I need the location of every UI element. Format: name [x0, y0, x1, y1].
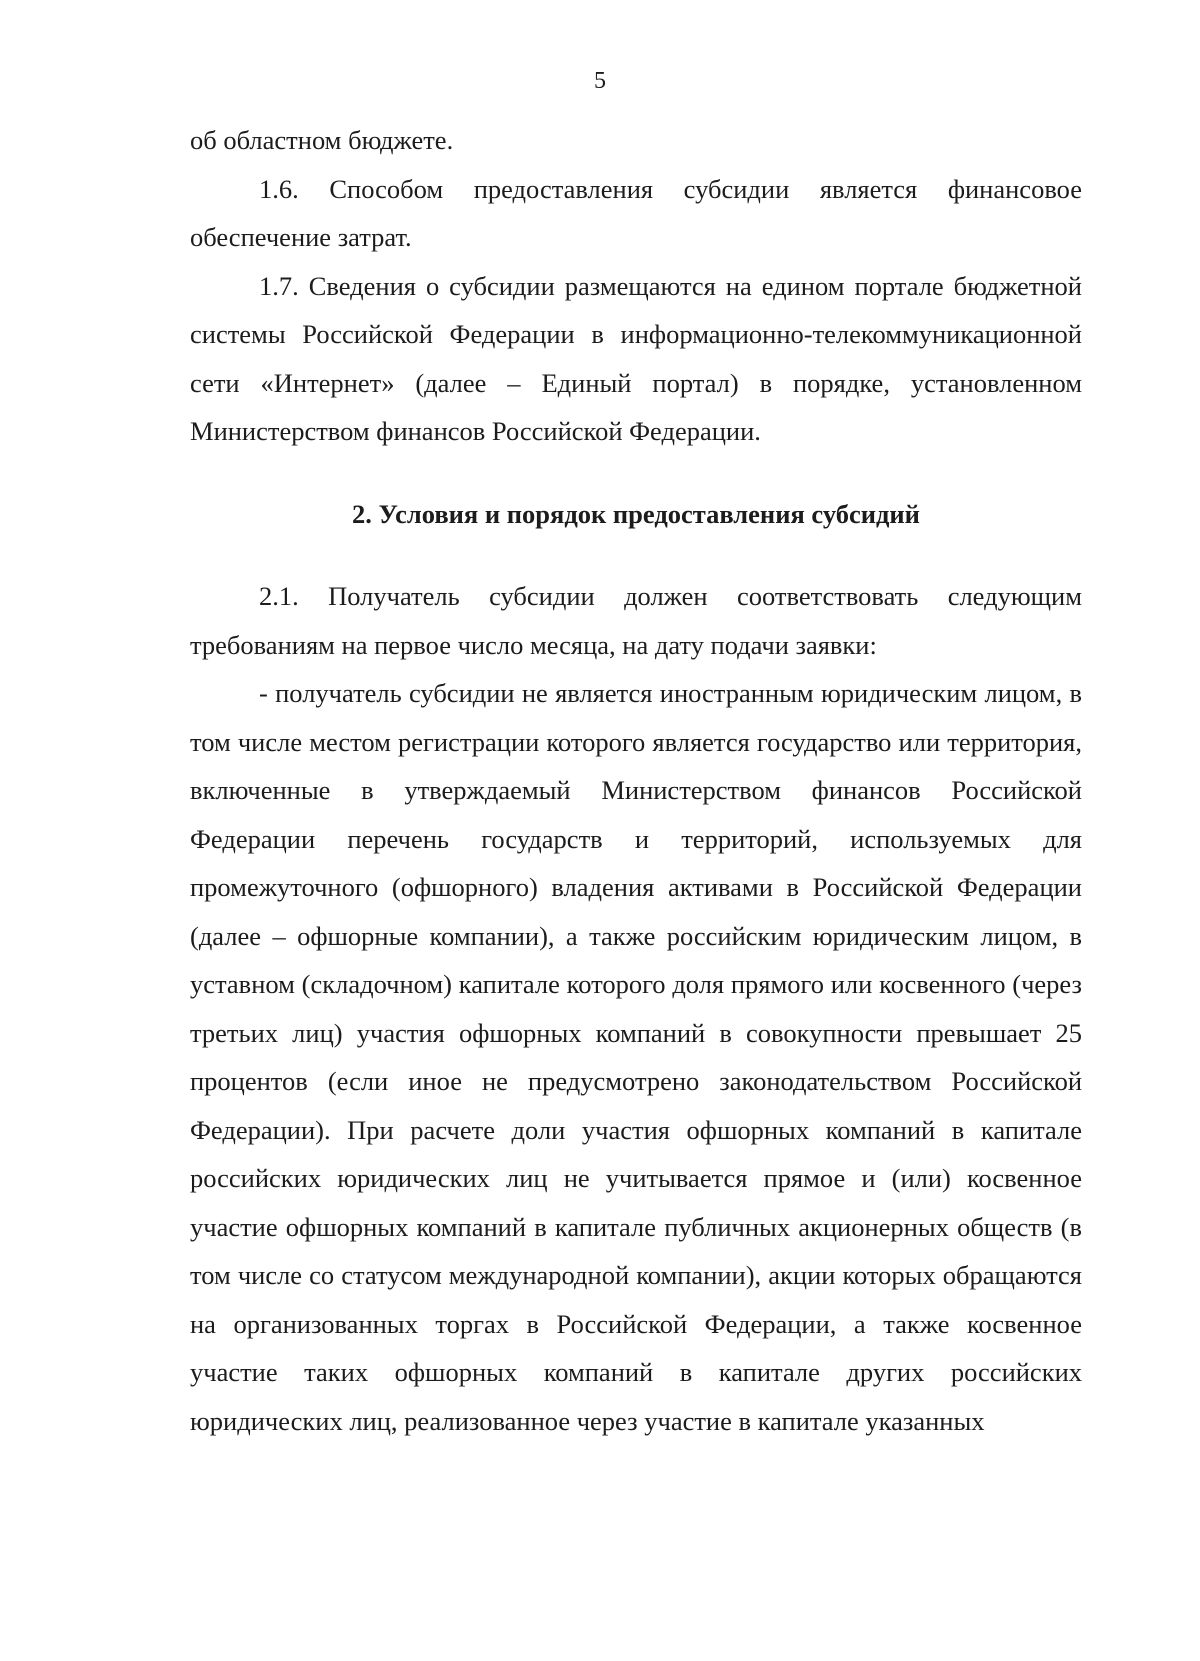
document-body	[190, 116, 1082, 1445]
paragraph-1-7: 1.7. Сведения о субсидии размещаются на едином портале бюджетной системы Российской Федерации в информационно-телекоммуникационной сети «Интернет» (далее – Единый портал) в порядке, установленном Министерством финансов Российской Федерации.	[190, 270, 1082, 446]
paragraph-requirement-offshore: - получатель субсидии не является иностранным юридическим лицом, в том числе местом регистрации которого является государство или территория, включенные в утверждаемый Министерством финансов Российской Федерации перечень государств и территорий, используемых для промежуточного (офшорного) владения активами в Российской Федерации (далее – офшорные компании), а также российским юридическим лицом, в уставном (складочном) капитале которого доля прямого или косвенного (через третьих лиц) участия офшорных компаний в совокупности превышает 25 процентов (если иное не предусмотрено законодательством Российской Федерации). При расчете доли участия офшорных компаний в капитале российских юридических лиц не учитывается прямое и (или) косвенное участие офшорных компаний в капитале публичных акционерных обществ (в том числе со статусом международной компании), акции которых обращаются на организованных торгах в Российской Федерации, а также косвенное участие таких офшорных компаний в капитале других российских юридических лиц, реализованное через участие в капитале указанных	[190, 678, 1082, 1436]
paragraph-2-1: 2.1. Получатель субсидии должен соответствовать следующим требованиям на первое число месяца, на дату подачи заявки:	[190, 581, 1082, 660]
paragraph-1-6: 1.6. Способом предоставления субсидии является финансовое обеспечение затрат.	[190, 173, 1082, 252]
paragraph-budget-end: об областном бюджете.	[190, 125, 454, 155]
section-title: 2. Условия и порядок предоставления субсидий	[352, 498, 920, 529]
page-number: 5	[594, 68, 606, 94]
